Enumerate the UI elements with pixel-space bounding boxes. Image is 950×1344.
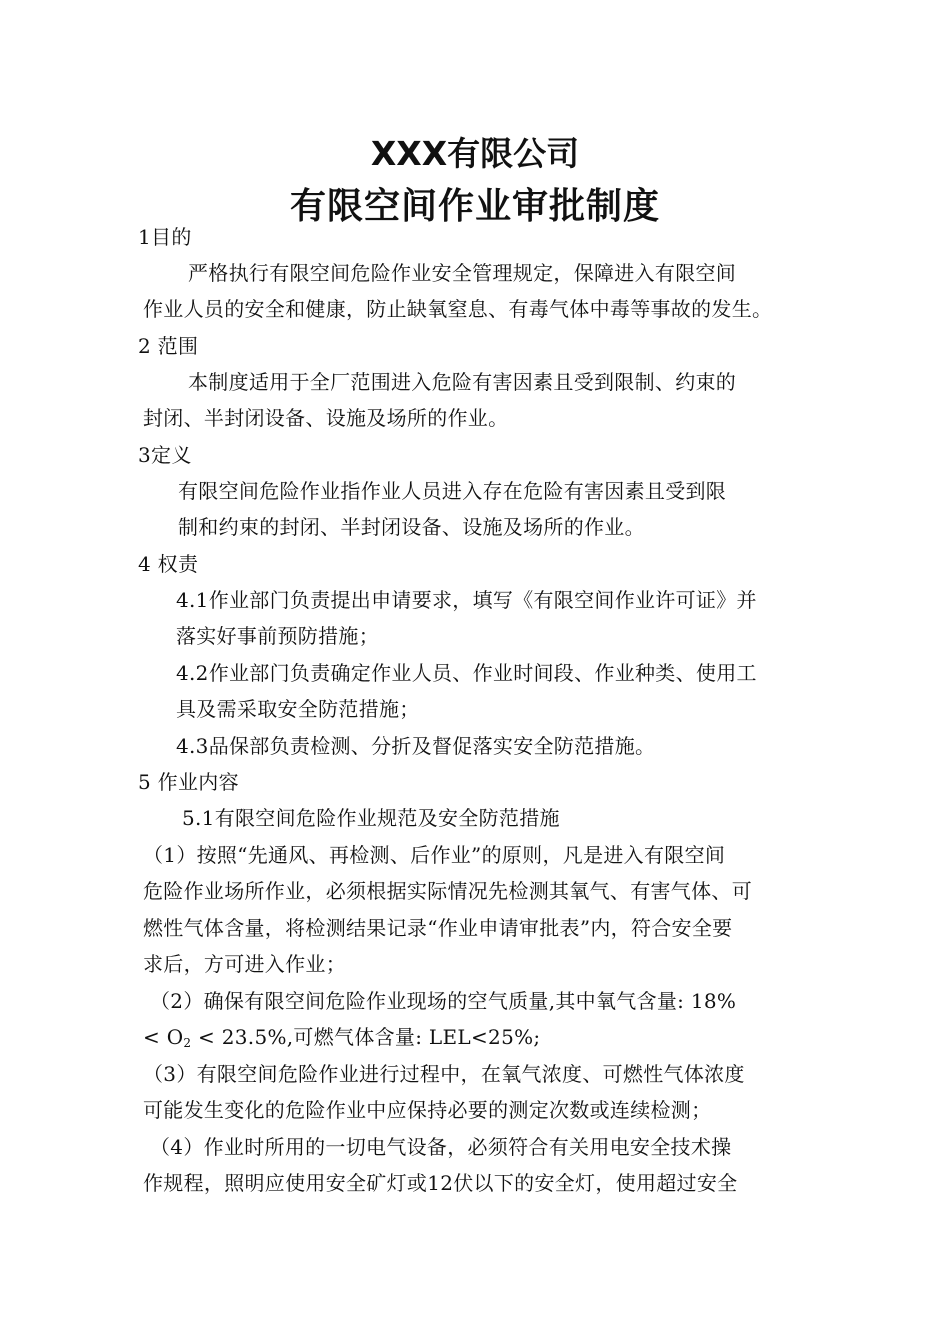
paragraph-line: （2）确保有限空间危险作业现场的空气质量,其中氧气含量: 18% (150, 989, 737, 1013)
paragraph-line: 4.2作业部门负责确定作业人员、作业时间段、作业种类、使用工 (176, 661, 757, 685)
formula-text: < 23.5%,可燃气体含量: LEL<25%; (191, 1025, 541, 1049)
paragraph-line: 制和约束的封闭、半封闭设备、设施及场所的作业。 (178, 515, 645, 539)
paragraph-line: 可能发生变化的危险作业中应保持必要的测定次数或连续检测； (143, 1098, 712, 1122)
subsection-5-1-heading: 5.1有限空间危险作业规范及安全防范措施 (182, 806, 560, 830)
paragraph-line: 作业人员的安全和健康，防止缺氧窒息、有毒气体中毒等事故的发生。 (143, 297, 773, 321)
paragraph-line: 严格执行有限空间危险作业安全管理规定，保障进入有限空间 (188, 261, 737, 285)
document-title: 有限空间作业审批制度 (289, 186, 660, 227)
section-4-heading: 4 权责 (138, 552, 199, 576)
paragraph-line: 求后，方可进入作业； (143, 952, 346, 976)
section-2-heading: 2 范围 (138, 334, 199, 358)
formula-text: < O (143, 1025, 184, 1049)
paragraph-line: 有限空间危险作业指作业人员进入存在危险有害因素且受到限 (178, 479, 727, 503)
paragraph-line: 作规程，照明应使用安全矿灯或12伏以下的安全灯，使用超过安全 (143, 1171, 738, 1195)
section-3-heading: 3定义 (138, 443, 192, 467)
paragraph-line (143, 1025, 540, 1049)
paragraph-line: （3）有限空间危险作业进行过程中，在氧气浓度、可燃性气体浓度 (143, 1062, 745, 1086)
paragraph-line: 具及需采取安全防范措施； (176, 697, 420, 721)
company-title: XXX有限公司 (370, 134, 580, 173)
paragraph-line: （1）按照“先通风、再检测、后作业”的原则，凡是进入有限空间 (143, 843, 726, 867)
paragraph-line: 危险作业场所作业，必须根据实际情况先检测其氧气、有害气体、可 (143, 879, 752, 903)
section-1-heading: 1目的 (138, 225, 192, 249)
formula-subscript: 2 (183, 1036, 192, 1050)
paragraph-line: 本制度适用于全厂范围进入危险有害因素且受到限制、约束的 (188, 370, 737, 394)
paragraph-line: （4）作业时所用的一切电气设备，必须符合有关用电安全技术操 (150, 1135, 732, 1159)
paragraph-line: 4.3品保部负责检测、分折及督促落实安全防范措施。 (176, 734, 656, 758)
paragraph-line: 燃性气体含量，将检测结果记录“作业申请审批表”内，符合安全要 (143, 916, 733, 940)
paragraph-line: 4.1作业部门负责提出申请要求，填写《有限空间作业许可证》并 (176, 588, 757, 612)
paragraph-line: 落实好事前预防措施； (176, 624, 379, 648)
section-5-heading: 5 作业内容 (138, 770, 239, 794)
paragraph-line: 封闭、半封闭设备、设施及场所的作业。 (143, 406, 509, 430)
